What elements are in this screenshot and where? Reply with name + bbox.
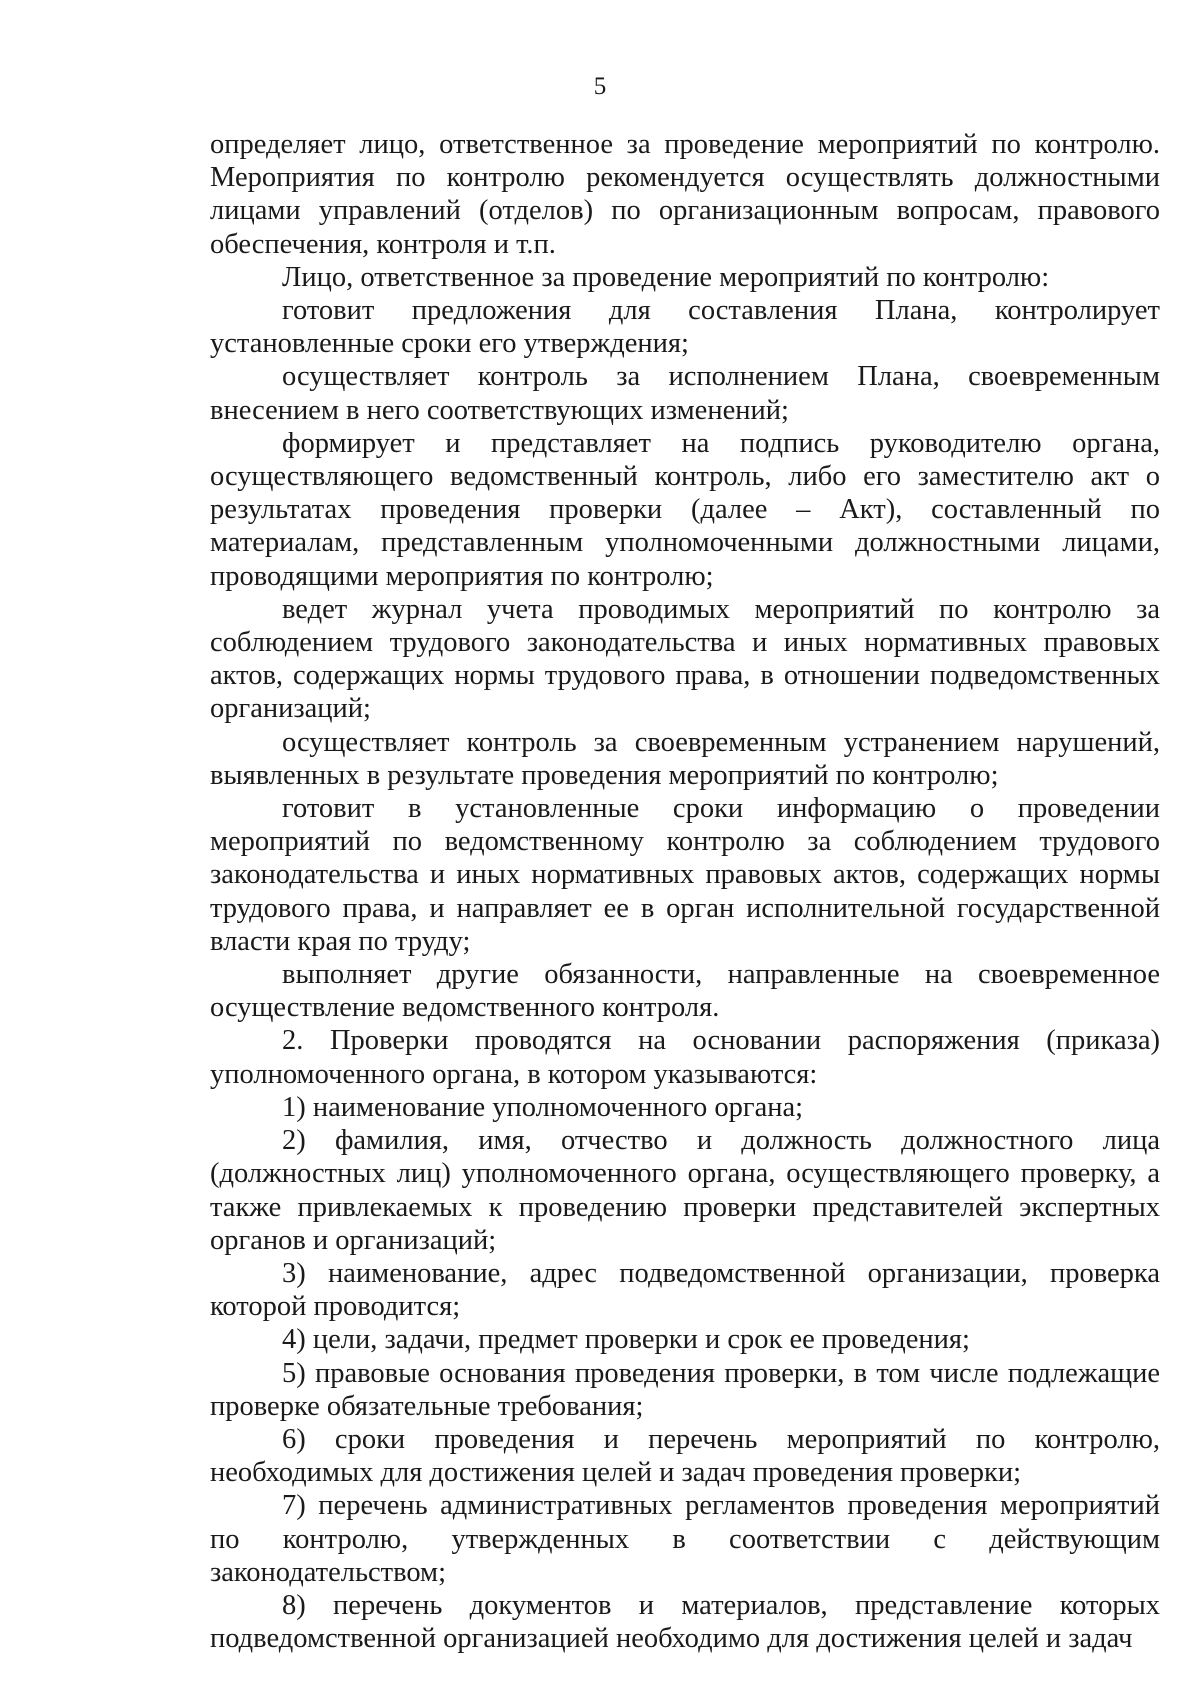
- document-body: [210, 128, 1160, 1655]
- list-item: 7) перечень административных регламентов проведения мероприятий по контролю, утвержденных в соответствии с действующим законодательством;: [210, 1490, 1160, 1588]
- paragraph: готовит в установленные сроки информацию о проведении мероприятий по ведомственному контролю за соблюдением трудового законодательства и иных нормативных правовых актов, содержащих нормы трудового права, и направляет ее в орган исполнительной государственной власти края по труду;: [210, 793, 1160, 957]
- list-item: 6) сроки проведения и перечень мероприятий по контролю, необходимых для достижения целей и задач проведения проверки;: [210, 1423, 1160, 1489]
- list-item: 8) перечень документов и материалов, представление которых подведомственной организацией необходимо для достижения целей и задач: [210, 1589, 1160, 1655]
- paragraph: выполняет другие обязанности, направленные на своевременное осуществление ведомственного контроля.: [210, 959, 1160, 1024]
- list-item: 1) наименование уполномоченного органа;: [282, 1091, 804, 1123]
- paragraph: осуществляет контроль за исполнением Плана, своевременным внесением в него соответствующих изменений;: [210, 361, 1160, 426]
- page-number: 5: [593, 73, 607, 100]
- paragraph: ведет журнал учета проводимых мероприятий по контролю за соблюдением трудового законодательства и иных нормативных правовых актов, содержащих нормы трудового права, в отношении подведомственных организаций;: [210, 593, 1160, 725]
- paragraph: Лицо, ответственное за проведение мероприятий по контролю:: [282, 261, 1050, 293]
- paragraph: готовит предложения для составления Плана, контролирует установленные сроки его утверждения;: [210, 295, 1160, 360]
- list-item: 5) правовые основания проведения проверки, в том числе подлежащие проверке обязательные требования;: [210, 1357, 1160, 1422]
- list-item: 3) наименование, адрес подведомственной организации, проверка которой проводится;: [210, 1257, 1160, 1323]
- paragraph: осуществляет контроль за своевременным устранением нарушений, выявленных в результате проведения мероприятий по контролю;: [210, 726, 1160, 791]
- paragraph: 2. Проверки проводятся на основании распоряжения (приказа) уполномоченного органа, в котором указываются:: [210, 1025, 1160, 1090]
- paragraph: формирует и представляет на подпись руководителю органа, осуществляющего ведомственный контроль, либо его заместителю акт о результатах проведения проверки (далее – Акт), составленный по материалам, представленным уполномоченными должностными лицами, проводящими мероприятия по контролю;: [210, 427, 1160, 592]
- paragraph: определяет лицо, ответственное за проведение мероприятий по контролю. Мероприятия по контролю рекомендуется осуществлять должностными лицами управлений (отделов) по организационным вопросам, правового обеспечения, контроля и т.п.: [210, 129, 1160, 260]
- list-item: 4) цели, задачи, предмет проверки и срок ее проведения;: [282, 1324, 970, 1356]
- list-item: 2) фамилия, имя, отчество и должность должностного лица (должностных лиц) уполномоченного органа, осуществляющего проверку, а также привлекаемых к проведению проверки представителей экспертных органов и организаций;: [210, 1125, 1160, 1256]
